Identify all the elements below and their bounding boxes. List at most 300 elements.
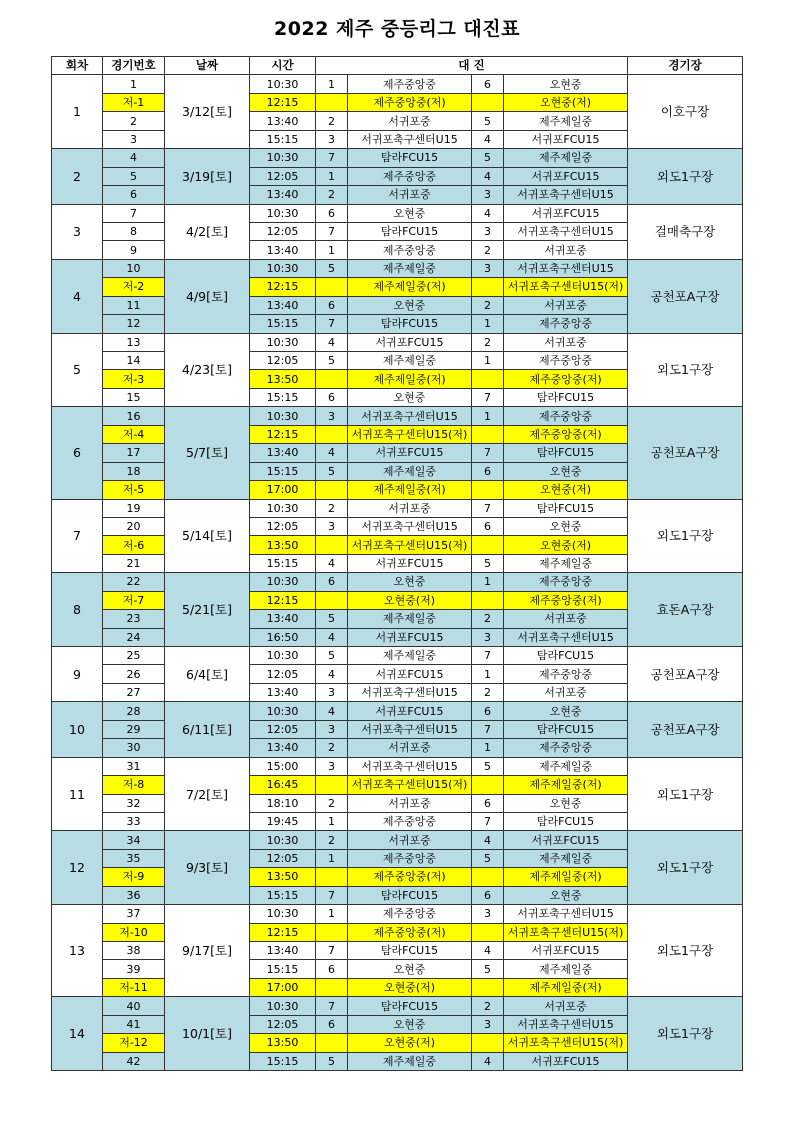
match-number: 3 (103, 130, 165, 148)
match-date: 5/21[토] (165, 573, 250, 647)
match-time: 15:15 (250, 960, 316, 978)
home-seed: 3 (316, 757, 348, 775)
away-seed: 6 (472, 517, 504, 535)
home-team: 서귀포축구센터U15 (348, 683, 472, 701)
away-team: 서귀포축구센터U15 (504, 628, 628, 646)
match-time: 10:30 (250, 499, 316, 517)
round-number: 14 (52, 997, 103, 1071)
venue: 외도1구장 (628, 499, 743, 573)
venue: 외도1구장 (628, 757, 743, 831)
home-seed (316, 868, 348, 886)
match-time: 10:30 (250, 149, 316, 167)
match-date: 3/19[토] (165, 149, 250, 204)
away-seed (472, 93, 504, 111)
home-team: 제주제일중 (348, 259, 472, 277)
home-team: 서귀포축구센터U15 (348, 720, 472, 738)
match-number: 26 (103, 665, 165, 683)
match-number: 저-1 (103, 93, 165, 111)
home-seed: 1 (316, 905, 348, 923)
venue: 이호구장 (628, 75, 743, 149)
match-number: 35 (103, 849, 165, 867)
away-seed: 7 (472, 388, 504, 406)
home-team: 제주제일중(저) (348, 370, 472, 388)
match-number: 저-11 (103, 978, 165, 996)
away-team: 서귀포축구센터U15(저) (504, 1034, 628, 1052)
match-number: 11 (103, 296, 165, 314)
home-team: 서귀포중 (348, 186, 472, 204)
away-team: 제주제일중 (504, 960, 628, 978)
home-team: 서귀포중 (348, 499, 472, 517)
round-number: 13 (52, 905, 103, 997)
match-number: 19 (103, 499, 165, 517)
match-number: 32 (103, 794, 165, 812)
home-seed (316, 278, 348, 296)
home-team: 제주중앙중(저) (348, 93, 472, 111)
round-number: 8 (52, 573, 103, 647)
home-seed: 2 (316, 499, 348, 517)
match-number: 10 (103, 259, 165, 277)
match-number: 36 (103, 886, 165, 904)
away-seed: 5 (472, 757, 504, 775)
match-number: 저-3 (103, 370, 165, 388)
away-team: 오현중(저) (504, 481, 628, 499)
table-row (52, 204, 743, 222)
home-seed (316, 481, 348, 499)
match-date: 6/4[토] (165, 647, 250, 702)
away-seed: 3 (472, 1015, 504, 1033)
match-number: 4 (103, 149, 165, 167)
round-number: 12 (52, 831, 103, 905)
home-seed: 5 (316, 1052, 348, 1070)
away-seed: 7 (472, 812, 504, 830)
home-seed: 6 (316, 296, 348, 314)
away-team: 제주제일중 (504, 757, 628, 775)
away-team: 서귀포축구센터U15 (504, 259, 628, 277)
away-seed: 6 (472, 75, 504, 93)
home-team: 제주중앙중 (348, 75, 472, 93)
match-number: 31 (103, 757, 165, 775)
away-team: 오현중 (504, 517, 628, 535)
away-seed: 7 (472, 499, 504, 517)
home-team: 탐라FCU15 (348, 997, 472, 1015)
match-number: 저-6 (103, 536, 165, 554)
away-team: 제주중앙중(저) (504, 425, 628, 443)
home-team: 오현중 (348, 573, 472, 591)
away-team: 서귀포FCU15 (504, 130, 628, 148)
match-number: 23 (103, 610, 165, 628)
away-seed (472, 591, 504, 609)
table-row (52, 333, 743, 351)
match-time: 10:30 (250, 905, 316, 923)
away-seed (472, 481, 504, 499)
venue: 공천포A구장 (628, 702, 743, 757)
match-number: 24 (103, 628, 165, 646)
home-seed: 7 (316, 886, 348, 904)
home-team: 서귀포FCU15 (348, 444, 472, 462)
away-team: 제주중앙중(저) (504, 591, 628, 609)
away-team: 제주중앙중(저) (504, 370, 628, 388)
match-time: 13:50 (250, 868, 316, 886)
away-seed: 7 (472, 647, 504, 665)
away-team: 서귀포축구센터U15 (504, 905, 628, 923)
home-team: 서귀포축구센터U15 (348, 517, 472, 535)
match-time: 13:50 (250, 370, 316, 388)
away-seed: 1 (472, 573, 504, 591)
match-number: 저-4 (103, 425, 165, 443)
header-venue: 경기장 (628, 57, 743, 75)
match-number: 저-8 (103, 776, 165, 794)
match-number: 21 (103, 554, 165, 572)
match-date: 3/12[토] (165, 75, 250, 149)
away-seed: 4 (472, 831, 504, 849)
home-team: 제주제일중 (348, 610, 472, 628)
home-team: 서귀포FCU15 (348, 554, 472, 572)
match-time: 10:30 (250, 573, 316, 591)
table-header (52, 57, 743, 75)
away-seed: 5 (472, 149, 504, 167)
match-time: 13:40 (250, 186, 316, 204)
match-number: 17 (103, 444, 165, 462)
match-time: 12:05 (250, 222, 316, 240)
home-seed: 6 (316, 388, 348, 406)
away-seed: 6 (472, 794, 504, 812)
match-time: 17:00 (250, 481, 316, 499)
round-number: 6 (52, 407, 103, 499)
away-team: 제주중앙중 (504, 352, 628, 370)
away-team: 오현중 (504, 794, 628, 812)
match-time: 13:40 (250, 739, 316, 757)
match-time: 15:15 (250, 462, 316, 480)
away-team: 제주제일중(저) (504, 978, 628, 996)
schedule-table (51, 56, 743, 1071)
away-seed: 3 (472, 259, 504, 277)
table-row (52, 259, 743, 277)
match-number: 저-10 (103, 923, 165, 941)
home-seed (316, 425, 348, 443)
home-seed: 3 (316, 517, 348, 535)
home-seed: 7 (316, 315, 348, 333)
home-team: 오현중 (348, 960, 472, 978)
away-seed (472, 923, 504, 941)
away-team: 탐라FCU15 (504, 812, 628, 830)
home-team: 제주중앙중(저) (348, 923, 472, 941)
match-time: 15:00 (250, 757, 316, 775)
home-seed: 2 (316, 186, 348, 204)
match-date: 6/11[토] (165, 702, 250, 757)
match-time: 12:15 (250, 425, 316, 443)
match-time: 10:30 (250, 702, 316, 720)
match-date: 5/14[토] (165, 499, 250, 573)
match-time: 15:15 (250, 388, 316, 406)
away-team: 서귀포축구센터U15 (504, 222, 628, 240)
match-time: 10:30 (250, 997, 316, 1015)
away-team: 서귀포FCU15 (504, 167, 628, 185)
away-team: 오현중 (504, 462, 628, 480)
match-time: 10:30 (250, 831, 316, 849)
home-team: 오현중(저) (348, 1034, 472, 1052)
away-seed: 2 (472, 997, 504, 1015)
match-time: 12:15 (250, 93, 316, 111)
away-seed: 6 (472, 462, 504, 480)
away-seed: 3 (472, 186, 504, 204)
away-team: 오현중 (504, 702, 628, 720)
home-seed: 1 (316, 849, 348, 867)
away-team: 서귀포중 (504, 610, 628, 628)
home-team: 제주중앙중 (348, 905, 472, 923)
match-time: 15:15 (250, 315, 316, 333)
home-team: 오현중(저) (348, 978, 472, 996)
match-time: 13:40 (250, 241, 316, 259)
match-time: 13:50 (250, 536, 316, 554)
home-seed: 7 (316, 222, 348, 240)
away-seed: 1 (472, 739, 504, 757)
match-number: 5 (103, 167, 165, 185)
match-number: 38 (103, 942, 165, 960)
match-number: 저-5 (103, 481, 165, 499)
match-time: 18:10 (250, 794, 316, 812)
away-seed: 7 (472, 444, 504, 462)
away-team: 탐라FCU15 (504, 388, 628, 406)
round-group (52, 75, 743, 149)
match-number: 22 (103, 573, 165, 591)
match-date: 9/17[토] (165, 905, 250, 997)
match-date: 4/2[토] (165, 204, 250, 259)
away-team: 제주제일중 (504, 112, 628, 130)
venue: 외도1구장 (628, 149, 743, 204)
match-time: 13:40 (250, 683, 316, 701)
table-row (52, 905, 743, 923)
match-number: 저-9 (103, 868, 165, 886)
round-group (52, 905, 743, 997)
table-row (52, 997, 743, 1015)
match-date: 10/1[토] (165, 997, 250, 1071)
header-time: 시간 (250, 57, 316, 75)
match-number: 18 (103, 462, 165, 480)
away-seed: 1 (472, 315, 504, 333)
home-seed: 5 (316, 610, 348, 628)
home-team: 탐라FCU15 (348, 149, 472, 167)
away-seed (472, 868, 504, 886)
home-team: 서귀포중 (348, 794, 472, 812)
home-team: 서귀포중 (348, 831, 472, 849)
home-team: 서귀포축구센터U15 (348, 757, 472, 775)
round-number: 4 (52, 259, 103, 333)
away-seed: 2 (472, 241, 504, 259)
round-group (52, 499, 743, 573)
venue: 외도1구장 (628, 997, 743, 1071)
home-seed (316, 536, 348, 554)
away-team: 서귀포축구센터U15(저) (504, 923, 628, 941)
match-number: 8 (103, 222, 165, 240)
home-team: 서귀포축구센터U15(저) (348, 425, 472, 443)
match-number: 12 (103, 315, 165, 333)
away-team: 제주중앙중 (504, 407, 628, 425)
away-team: 서귀포중 (504, 997, 628, 1015)
table-row (52, 573, 743, 591)
match-time: 13:50 (250, 1034, 316, 1052)
home-seed: 4 (316, 554, 348, 572)
match-number: 40 (103, 997, 165, 1015)
home-team: 제주중앙중 (348, 849, 472, 867)
round-number: 2 (52, 149, 103, 204)
home-team: 제주제일중(저) (348, 481, 472, 499)
match-time: 13:40 (250, 610, 316, 628)
home-team: 서귀포축구센터U15 (348, 130, 472, 148)
match-time: 12:05 (250, 1015, 316, 1033)
away-seed (472, 1034, 504, 1052)
away-seed (472, 370, 504, 388)
away-seed: 3 (472, 222, 504, 240)
match-number: 39 (103, 960, 165, 978)
match-time: 12:05 (250, 352, 316, 370)
away-seed: 4 (472, 130, 504, 148)
home-seed: 7 (316, 942, 348, 960)
away-team: 서귀포FCU15 (504, 942, 628, 960)
away-team: 오현중(저) (504, 93, 628, 111)
home-seed: 2 (316, 739, 348, 757)
away-team: 제주중앙중 (504, 665, 628, 683)
home-team: 제주제일중 (348, 462, 472, 480)
home-seed: 1 (316, 241, 348, 259)
round-group (52, 647, 743, 702)
home-team: 서귀포중 (348, 739, 472, 757)
table-row (52, 407, 743, 425)
away-team: 서귀포중 (504, 241, 628, 259)
away-seed: 6 (472, 886, 504, 904)
home-team: 탐라FCU15 (348, 315, 472, 333)
round-group (52, 997, 743, 1071)
home-seed: 2 (316, 112, 348, 130)
match-time: 12:05 (250, 167, 316, 185)
away-team: 서귀포축구센터U15(저) (504, 278, 628, 296)
venue: 효돈A구장 (628, 573, 743, 647)
away-seed (472, 278, 504, 296)
round-group (52, 573, 743, 647)
away-seed: 5 (472, 849, 504, 867)
home-team: 서귀포FCU15 (348, 333, 472, 351)
home-seed: 2 (316, 831, 348, 849)
away-seed: 4 (472, 942, 504, 960)
match-time: 10:30 (250, 647, 316, 665)
away-seed: 1 (472, 407, 504, 425)
home-seed: 4 (316, 444, 348, 462)
header-match-no: 경기번호 (103, 57, 165, 75)
header-matchup: 대 진 (316, 57, 628, 75)
match-number: 저-2 (103, 278, 165, 296)
table-row (52, 75, 743, 93)
home-team: 서귀포FCU15 (348, 665, 472, 683)
match-time: 13:40 (250, 942, 316, 960)
match-date: 7/2[토] (165, 757, 250, 831)
round-number: 11 (52, 757, 103, 831)
home-seed (316, 1034, 348, 1052)
match-number: 28 (103, 702, 165, 720)
match-time: 13:40 (250, 444, 316, 462)
home-team: 제주중앙중(저) (348, 868, 472, 886)
away-seed: 2 (472, 333, 504, 351)
round-group (52, 757, 743, 831)
round-group (52, 333, 743, 407)
away-seed: 6 (472, 702, 504, 720)
home-seed: 1 (316, 75, 348, 93)
match-time: 12:15 (250, 278, 316, 296)
away-team: 탐라FCU15 (504, 444, 628, 462)
home-seed: 4 (316, 628, 348, 646)
home-team: 서귀포축구센터U15 (348, 407, 472, 425)
away-team: 제주제일중 (504, 554, 628, 572)
home-team: 제주중앙중 (348, 241, 472, 259)
away-seed (472, 536, 504, 554)
away-team: 제주제일중 (504, 849, 628, 867)
match-number: 41 (103, 1015, 165, 1033)
round-group (52, 407, 743, 499)
match-time: 13:40 (250, 296, 316, 314)
table-row (52, 831, 743, 849)
home-seed: 4 (316, 665, 348, 683)
match-date: 5/7[토] (165, 407, 250, 499)
round-group (52, 149, 743, 204)
header-date: 날짜 (165, 57, 250, 75)
home-team: 탐라FCU15 (348, 942, 472, 960)
home-seed: 4 (316, 702, 348, 720)
match-time: 12:05 (250, 720, 316, 738)
home-seed: 7 (316, 997, 348, 1015)
match-time: 15:15 (250, 130, 316, 148)
home-team: 오현중 (348, 388, 472, 406)
venue: 외도1구장 (628, 905, 743, 997)
venue: 공천포A구장 (628, 407, 743, 499)
away-team: 탐라FCU15 (504, 647, 628, 665)
away-seed: 4 (472, 167, 504, 185)
home-seed: 5 (316, 352, 348, 370)
away-seed: 2 (472, 683, 504, 701)
match-time: 15:15 (250, 886, 316, 904)
venue: 외도1구장 (628, 333, 743, 407)
away-team: 서귀포FCU15 (504, 1052, 628, 1070)
table-row (52, 702, 743, 720)
match-time: 12:15 (250, 923, 316, 941)
match-number: 2 (103, 112, 165, 130)
away-seed: 5 (472, 112, 504, 130)
home-team: 서귀포FCU15 (348, 702, 472, 720)
away-team: 서귀포중 (504, 333, 628, 351)
home-seed: 4 (316, 333, 348, 351)
home-team: 제주제일중(저) (348, 278, 472, 296)
round-number: 1 (52, 75, 103, 149)
away-seed (472, 776, 504, 794)
home-seed: 5 (316, 462, 348, 480)
home-team: 오현중 (348, 1015, 472, 1033)
home-seed: 1 (316, 167, 348, 185)
away-team: 탐라FCU15 (504, 720, 628, 738)
match-number: 42 (103, 1052, 165, 1070)
home-team: 서귀포중 (348, 112, 472, 130)
away-seed: 5 (472, 960, 504, 978)
home-seed (316, 776, 348, 794)
match-time: 15:15 (250, 1052, 316, 1070)
match-number: 9 (103, 241, 165, 259)
table-row (52, 647, 743, 665)
match-date: 9/3[토] (165, 831, 250, 905)
header-round: 회차 (52, 57, 103, 75)
away-team: 오현중 (504, 75, 628, 93)
match-number: 13 (103, 333, 165, 351)
round-group (52, 831, 743, 905)
home-seed: 1 (316, 812, 348, 830)
round-number: 3 (52, 204, 103, 259)
match-time: 12:15 (250, 591, 316, 609)
match-number: 1 (103, 75, 165, 93)
